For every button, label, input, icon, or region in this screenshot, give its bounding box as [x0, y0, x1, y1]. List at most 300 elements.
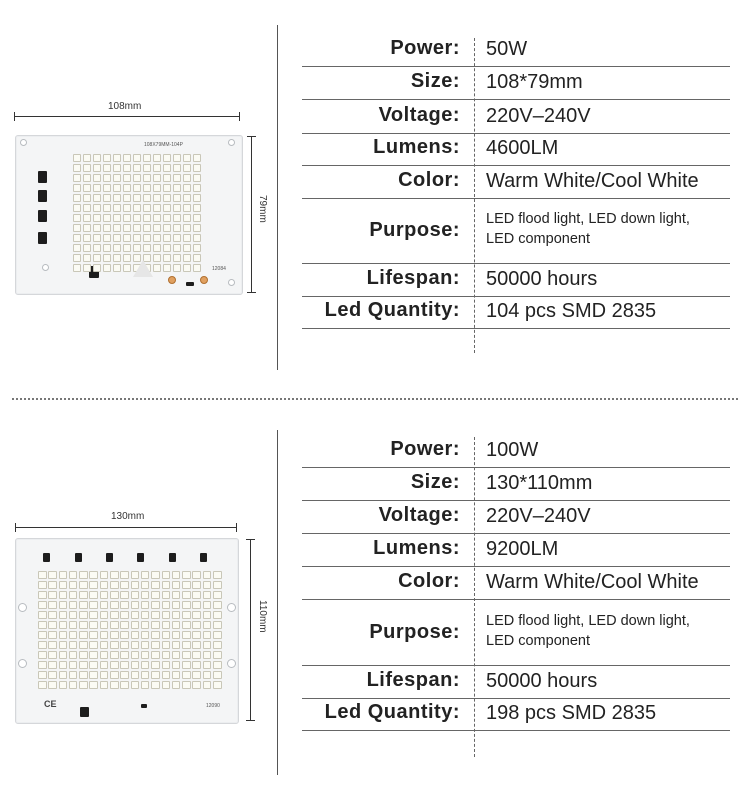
led-chip: [103, 184, 111, 192]
led-chip: [48, 641, 57, 649]
led-chip: [48, 661, 57, 669]
led-chip: [103, 174, 111, 182]
led-chip: [213, 581, 222, 589]
height-dimension-label: 79mm: [257, 195, 268, 223]
warning-triangle-icon: [133, 260, 153, 277]
led-chip: [182, 651, 191, 659]
led-chip: [203, 571, 212, 579]
led-chip: [182, 641, 191, 649]
led-chip: [133, 224, 141, 232]
led-chip: [141, 661, 150, 669]
led-chip: [162, 611, 171, 619]
led-chip: [213, 671, 222, 679]
led-chip: [182, 681, 191, 689]
led-chip: [151, 591, 160, 599]
led-chip: [141, 651, 150, 659]
led-chip: [48, 601, 57, 609]
led-chip: [131, 661, 140, 669]
led-chip: [162, 601, 171, 609]
led-chip: [162, 651, 171, 659]
led-chip: [183, 234, 191, 242]
led-chip: [173, 184, 181, 192]
spec-value: 220V–240V: [486, 505, 591, 527]
led-chip: [163, 154, 171, 162]
led-chip: [120, 651, 129, 659]
led-chip: [143, 224, 151, 232]
led-chip: [131, 571, 140, 579]
led-chip: [163, 264, 171, 272]
led-chip: [172, 601, 181, 609]
led-chip: [192, 671, 201, 679]
led-chip: [173, 254, 181, 262]
led-chip: [173, 174, 181, 182]
led-chip: [133, 154, 141, 162]
led-chip: [83, 204, 91, 212]
spec-value: 50W: [486, 38, 528, 60]
led-chip: [73, 204, 81, 212]
led-chip: [110, 661, 119, 669]
led-chip: [192, 631, 201, 639]
spec-row-purpose: [302, 600, 730, 666]
led-chip: [183, 224, 191, 232]
resistor: [186, 282, 194, 286]
led-chip: [151, 571, 160, 579]
led-chip: [162, 641, 171, 649]
led-chip: [153, 184, 161, 192]
led-chip: [73, 214, 81, 222]
led-chip: [123, 204, 131, 212]
board-model-text: 108X79MM-104P: [144, 142, 183, 148]
led-chip: [120, 631, 129, 639]
spec-label: Lifespan:: [366, 267, 460, 289]
led-chip: [38, 581, 47, 589]
led-chip: [183, 174, 191, 182]
driver-chip: [169, 553, 176, 562]
led-chip: [69, 571, 78, 579]
led-chip: [113, 264, 121, 272]
led-chip: [203, 591, 212, 599]
driver-chip: [80, 707, 89, 717]
led-chip: [183, 264, 191, 272]
led-chip: [103, 264, 111, 272]
led-chip: [143, 154, 151, 162]
led-chip: [182, 581, 191, 589]
driver-chip: [38, 232, 47, 244]
spec-column-separator: [474, 437, 475, 757]
led-chip: [141, 681, 150, 689]
led-chip: [123, 154, 131, 162]
spec-value: 130*110mm: [486, 472, 593, 494]
led-chip: [213, 651, 222, 659]
mount-hole: [228, 279, 235, 286]
led-chip: [193, 154, 201, 162]
led-chip: [151, 631, 160, 639]
led-chip: [143, 194, 151, 202]
height-dimension-line: [250, 539, 251, 721]
led-chip: [123, 214, 131, 222]
led-chip: [120, 681, 129, 689]
led-chip: [48, 631, 57, 639]
mount-hole: [228, 139, 235, 146]
led-chip: [203, 621, 212, 629]
led-chip: [103, 194, 111, 202]
led-chip: [100, 631, 109, 639]
led-chip: [143, 184, 151, 192]
led-chip: [38, 671, 47, 679]
led-chip: [79, 601, 88, 609]
driver-chip: [137, 553, 144, 562]
led-chip: [38, 661, 47, 669]
spec-value-line: LED component: [486, 633, 590, 649]
led-chip: [89, 651, 98, 659]
led-chip: [153, 254, 161, 262]
spec-value: 50000 hours: [486, 670, 598, 692]
led-chip: [131, 651, 140, 659]
led-chip: [120, 581, 129, 589]
spec-value: 9200LM: [486, 538, 559, 560]
led-chip: [153, 224, 161, 232]
led-chip: [172, 651, 181, 659]
led-chip: [89, 631, 98, 639]
led-chip: [203, 601, 212, 609]
led-chip: [83, 264, 91, 272]
led-chip: [103, 234, 111, 242]
led-chip: [182, 611, 191, 619]
led-chip: [172, 631, 181, 639]
led-chip: [89, 671, 98, 679]
led-chip: [38, 611, 47, 619]
led-chip: [110, 601, 119, 609]
led-chip: [141, 641, 150, 649]
led-chip: [183, 164, 191, 172]
led-chip: [193, 214, 201, 222]
led-chip: [151, 681, 160, 689]
led-chip: [79, 661, 88, 669]
led-chip: [213, 641, 222, 649]
led-chip: [110, 641, 119, 649]
driver-chip: [38, 171, 47, 183]
led-chip: [73, 154, 81, 162]
led-chip: [83, 224, 91, 232]
led-chip: [93, 154, 101, 162]
led-chip: [113, 214, 121, 222]
led-chip: [143, 204, 151, 212]
spec-value-line: LED flood light, LED down light,: [486, 211, 690, 227]
led-chip: [110, 571, 119, 579]
led-chip: [192, 571, 201, 579]
led-chip: [153, 244, 161, 252]
led-chip: [120, 641, 129, 649]
led-chip: [162, 571, 171, 579]
led-chip: [38, 601, 47, 609]
led-chip: [123, 194, 131, 202]
led-chip: [183, 194, 191, 202]
width-dimension-line: [14, 116, 240, 117]
led-chip: [183, 244, 191, 252]
led-chip: [163, 164, 171, 172]
led-chip: [73, 244, 81, 252]
led-chip: [151, 611, 160, 619]
led-chip: [173, 204, 181, 212]
led-chip: [133, 204, 141, 212]
led-chip: [193, 264, 201, 272]
led-chip: [213, 681, 222, 689]
spec-value: Warm White/Cool White: [486, 571, 699, 593]
led-chip: [113, 184, 121, 192]
led-chip: [79, 641, 88, 649]
spec-value: [486, 611, 690, 651]
led-chip: [203, 641, 212, 649]
led-chip: [123, 164, 131, 172]
led-chip: [73, 194, 81, 202]
led-chip: [172, 611, 181, 619]
led-chip: [83, 254, 91, 262]
led-chip: [69, 581, 78, 589]
led-chip: [93, 244, 101, 252]
led-chip: [83, 244, 91, 252]
spec-row-size: [302, 468, 730, 501]
led-chip: [131, 591, 140, 599]
driver-chip: [38, 190, 47, 202]
column-divider: [277, 25, 278, 370]
led-chip: [131, 681, 140, 689]
led-chip: [193, 224, 201, 232]
led-chip: [110, 671, 119, 679]
led-chip: [113, 194, 121, 202]
led-chip: [173, 164, 181, 172]
led-chip: [213, 621, 222, 629]
led-chip: [193, 164, 201, 172]
height-dimension-label: 110mm: [257, 600, 268, 633]
led-chip: [103, 254, 111, 262]
led-chip: [123, 174, 131, 182]
led-board-image: [15, 135, 243, 295]
led-chip: [83, 164, 91, 172]
led-chip: [182, 591, 191, 599]
driver-chip: [106, 553, 113, 562]
led-chip: [110, 631, 119, 639]
led-chip: [93, 204, 101, 212]
led-chip: [173, 234, 181, 242]
solder-pad: [200, 276, 208, 284]
spec-row-size: [302, 67, 730, 100]
product-panel-100w: [0, 405, 750, 800]
led-chip: [69, 591, 78, 599]
spec-row-purpose: [302, 199, 730, 264]
led-chip: [192, 651, 201, 659]
led-chip: [89, 601, 98, 609]
led-chip: [203, 611, 212, 619]
led-chip: [113, 154, 121, 162]
spec-row-lifespan: [302, 666, 730, 699]
led-chip: [151, 621, 160, 629]
led-chip: [79, 611, 88, 619]
led-chip: [110, 621, 119, 629]
led-chip: [151, 641, 160, 649]
led-chip: [213, 571, 222, 579]
led-chip: [120, 661, 129, 669]
led-chip: [38, 631, 47, 639]
led-chip: [182, 621, 191, 629]
spec-value-line: LED component: [486, 231, 590, 247]
led-chip: [93, 254, 101, 262]
led-chip: [113, 224, 121, 232]
led-chip: [182, 661, 191, 669]
width-dimension-label: 108mm: [108, 101, 142, 112]
width-dimension-label: 130mm: [111, 511, 145, 522]
led-chip: [83, 184, 91, 192]
led-chip: [93, 174, 101, 182]
led-chip: [89, 611, 98, 619]
led-chip: [48, 611, 57, 619]
spec-value: 198 pcs SMD 2835: [486, 702, 657, 724]
led-chip: [69, 661, 78, 669]
led-chip: [162, 661, 171, 669]
led-chip: [48, 621, 57, 629]
led-chip: [123, 254, 131, 262]
led-chip: [59, 611, 68, 619]
led-chip: [38, 681, 47, 689]
led-chip: [173, 194, 181, 202]
led-chip: [143, 244, 151, 252]
led-chip: [203, 631, 212, 639]
led-chip: [73, 184, 81, 192]
led-chip: [103, 164, 111, 172]
led-chip: [173, 264, 181, 272]
led-array: [38, 571, 222, 689]
led-chip: [93, 234, 101, 242]
led-chip: [120, 591, 129, 599]
spec-label: Power:: [390, 438, 460, 460]
led-chip: [110, 581, 119, 589]
led-chip: [172, 621, 181, 629]
led-chip: [151, 601, 160, 609]
led-chip: [100, 621, 109, 629]
mount-hole: [18, 659, 27, 668]
led-chip: [100, 651, 109, 659]
led-chip: [48, 581, 57, 589]
driver-chip: [75, 553, 82, 562]
led-chip: [172, 661, 181, 669]
driver-chip: [200, 553, 207, 562]
led-chip: [110, 611, 119, 619]
led-chip: [103, 204, 111, 212]
led-chip: [38, 621, 47, 629]
spec-label: Size:: [410, 70, 460, 92]
spec-label: Power:: [390, 37, 460, 59]
led-chip: [83, 214, 91, 222]
led-chip: [79, 621, 88, 629]
spec-value: [486, 209, 690, 249]
spec-label: Lifespan:: [366, 669, 460, 691]
led-chip: [73, 224, 81, 232]
led-chip: [193, 184, 201, 192]
led-chip: [133, 234, 141, 242]
led-chip: [103, 214, 111, 222]
led-chip: [163, 184, 171, 192]
led-chip: [162, 621, 171, 629]
led-chip: [69, 681, 78, 689]
led-chip: [203, 671, 212, 679]
led-chip: [172, 581, 181, 589]
led-chip: [133, 244, 141, 252]
led-chip: [183, 184, 191, 192]
spec-row-led-quantity: [302, 699, 730, 731]
led-chip: [89, 681, 98, 689]
spec-row-color: [302, 166, 730, 199]
led-chip: [131, 581, 140, 589]
led-chip: [131, 631, 140, 639]
spec-label: Lumens:: [373, 537, 460, 559]
led-chip: [163, 214, 171, 222]
led-chip: [153, 154, 161, 162]
led-chip: [133, 214, 141, 222]
led-chip: [110, 591, 119, 599]
led-chip: [133, 174, 141, 182]
led-chip: [38, 591, 47, 599]
led-chip: [89, 661, 98, 669]
led-chip: [172, 571, 181, 579]
led-chip: [193, 204, 201, 212]
led-chip: [123, 184, 131, 192]
led-chip: [103, 224, 111, 232]
led-chip: [162, 671, 171, 679]
led-chip: [120, 601, 129, 609]
spec-value: Warm White/Cool White: [486, 170, 699, 192]
led-chip: [193, 234, 201, 242]
led-chip: [163, 194, 171, 202]
spec-row-voltage: [302, 100, 730, 134]
spec-row-power: [302, 435, 730, 468]
spec-column-separator: [474, 38, 475, 353]
led-chip: [79, 671, 88, 679]
led-chip: [203, 581, 212, 589]
led-chip: [141, 601, 150, 609]
led-chip: [141, 581, 150, 589]
led-chip: [183, 214, 191, 222]
led-chip: [141, 621, 150, 629]
led-chip: [192, 611, 201, 619]
led-chip: [48, 591, 57, 599]
led-chip: [73, 164, 81, 172]
led-chip: [113, 164, 121, 172]
led-chip: [93, 264, 101, 272]
led-chip: [83, 154, 91, 162]
spec-row-lifespan: [302, 264, 730, 297]
led-chip: [83, 234, 91, 242]
led-chip: [203, 661, 212, 669]
led-chip: [131, 611, 140, 619]
led-chip: [93, 184, 101, 192]
led-chip: [110, 681, 119, 689]
led-chip: [79, 681, 88, 689]
driver-chip: [43, 553, 50, 562]
led-chip: [213, 591, 222, 599]
led-chip: [153, 204, 161, 212]
spec-row-led-quantity: [302, 297, 730, 329]
led-chip: [163, 234, 171, 242]
resistor: [141, 704, 147, 708]
led-chip: [100, 591, 109, 599]
led-chip: [120, 571, 129, 579]
height-dimension-line: [251, 136, 252, 293]
spec-value: 100W: [486, 439, 539, 461]
led-chip: [131, 641, 140, 649]
led-chip: [79, 631, 88, 639]
led-chip: [100, 611, 109, 619]
led-chip: [73, 234, 81, 242]
led-chip: [48, 681, 57, 689]
